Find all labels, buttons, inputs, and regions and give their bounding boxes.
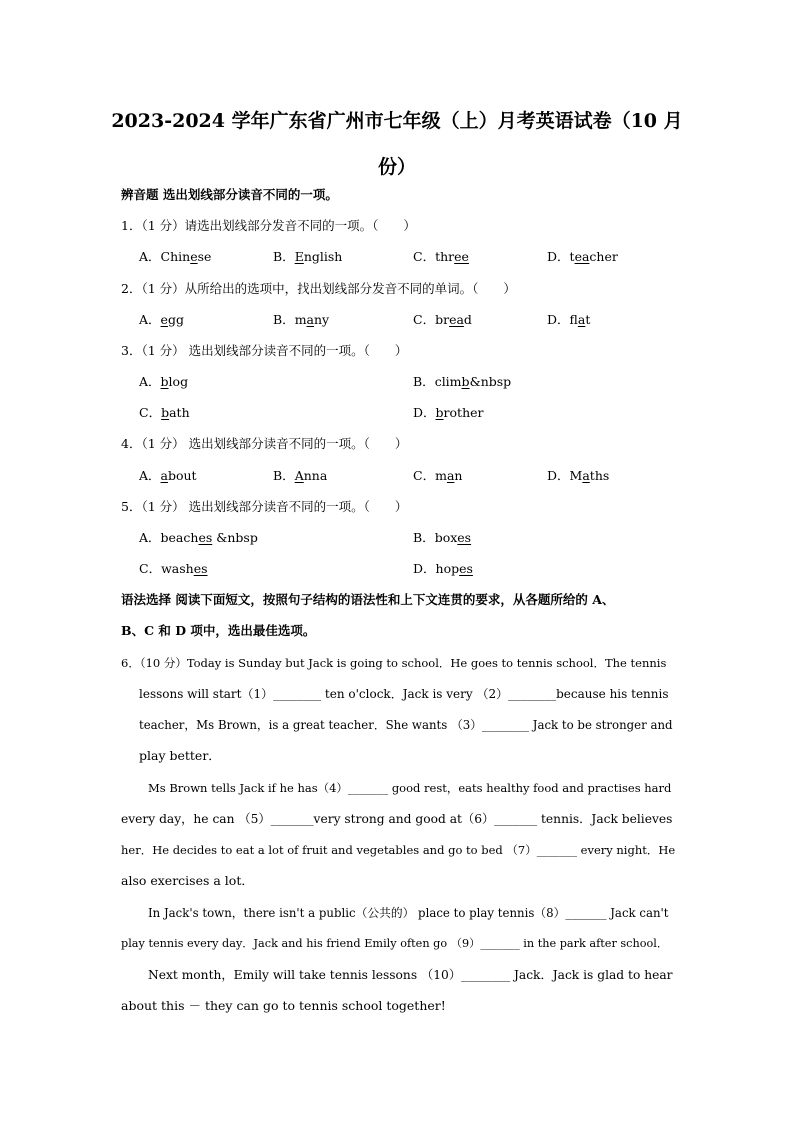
question-1-stem: 1．（1 分）请选出划线部分发音不同的一项。（ ） xyxy=(121,218,416,233)
q3-option-c: C．bath xyxy=(139,405,190,420)
q1-option-b: B．English xyxy=(273,249,343,264)
para3-line-1: In Jack's town，there isn't a public（公共的） place to play tennis（8）_______ Jack can't xyxy=(148,906,669,920)
q1-option-c: C．three xyxy=(413,249,469,264)
q6-line-1: 6．（10 分）Today is Sunday but Jack is going to school．He goes to tennis school．The tennis xyxy=(121,656,667,670)
question-4-stem: 4．（1 分） 选出划线部分读音不同的一项。（ ） xyxy=(121,436,408,451)
q5-option-c: C．washes xyxy=(139,561,208,576)
q5-option-b: B．boxes xyxy=(413,530,472,545)
question-5-stem: 5．（1 分） 选出划线部分读音不同的一项。（ ） xyxy=(121,499,408,514)
q5-option-d: D．hopes xyxy=(413,561,473,576)
para2-line-1: Ms Brown tells Jack if he has（4）_______ good rest，eats healthy food and practises hard xyxy=(148,781,672,795)
q5-option-a: A．beaches &nbsp xyxy=(139,530,258,545)
title-line-2: 份） xyxy=(377,156,416,178)
q2-option-b: B．many xyxy=(273,312,330,327)
q1-option-d: D．teacher xyxy=(547,249,618,264)
q2-option-d: D．flat xyxy=(547,312,591,327)
section-heading-grammar-line1: 语法选择 阅读下面短文，按照句子结构的语法性和上下文连贯的要求，从各题所给的 A、 xyxy=(121,592,615,607)
para2-line-2: every day，he can （5）_______very strong and good at（6）_______ tennis．Jack believes xyxy=(121,812,673,826)
para3-line-2: play tennis every day．Jack and his friend Emily often go （9）_______ in the park after school． xyxy=(121,937,669,950)
q4-option-a: A．about xyxy=(139,468,197,483)
question-2-stem: 2．（1 分）从所给出的选项中，找出划线部分发音不同的单词。（ ） xyxy=(121,281,516,296)
q4-option-c: C．man xyxy=(413,468,463,483)
question-3-stem: 3．（1 分） 选出划线部分读音不同的一项。（ ） xyxy=(121,343,408,358)
section-heading-grammar-line2: B、C 和 D 项中，选出最佳选项。 xyxy=(121,623,316,638)
q6-line-2: lessons will start（1）________ ten o'clock．Jack is very （2）________because his tennis xyxy=(139,687,669,701)
para2-line-4: also exercises a lot． xyxy=(121,873,254,888)
q3-option-d: D．brother xyxy=(413,405,484,420)
para2-line-3: her．He decides to eat a lot of fruit and vegetables and go to bed （7）_______ every night．He xyxy=(121,843,676,857)
q4-option-d: D．Maths xyxy=(547,468,610,483)
q3-option-b: B．climb&nbsp xyxy=(413,374,512,389)
q6-line-4: play better． xyxy=(139,748,221,763)
q1-option-a: A．Chinese xyxy=(139,249,212,264)
q2-option-a: A．egg xyxy=(139,312,184,327)
title-line-1: 2023-2024 学年广东省广州市七年级（上）月考英语试卷（10 月 xyxy=(111,110,683,132)
para4-line-2: about this － they can go to tennis school together! xyxy=(121,998,446,1013)
q4-option-b: B．Anna xyxy=(273,468,328,483)
q2-option-c: C．bread xyxy=(413,312,472,327)
q6-line-3: teacher，Ms Brown，is a great teacher．She wants （3）________ Jack to be stronger and xyxy=(139,718,673,732)
q3-option-a: A．blog xyxy=(139,374,189,389)
section-heading-phonetics: 辨音题 选出划线部分读音不同的一项。 xyxy=(121,187,338,202)
para4-line-1: Next month，Emily will take tennis lessons （10）________ Jack．Jack is glad to hear xyxy=(148,968,673,982)
exam-title xyxy=(100,98,694,190)
